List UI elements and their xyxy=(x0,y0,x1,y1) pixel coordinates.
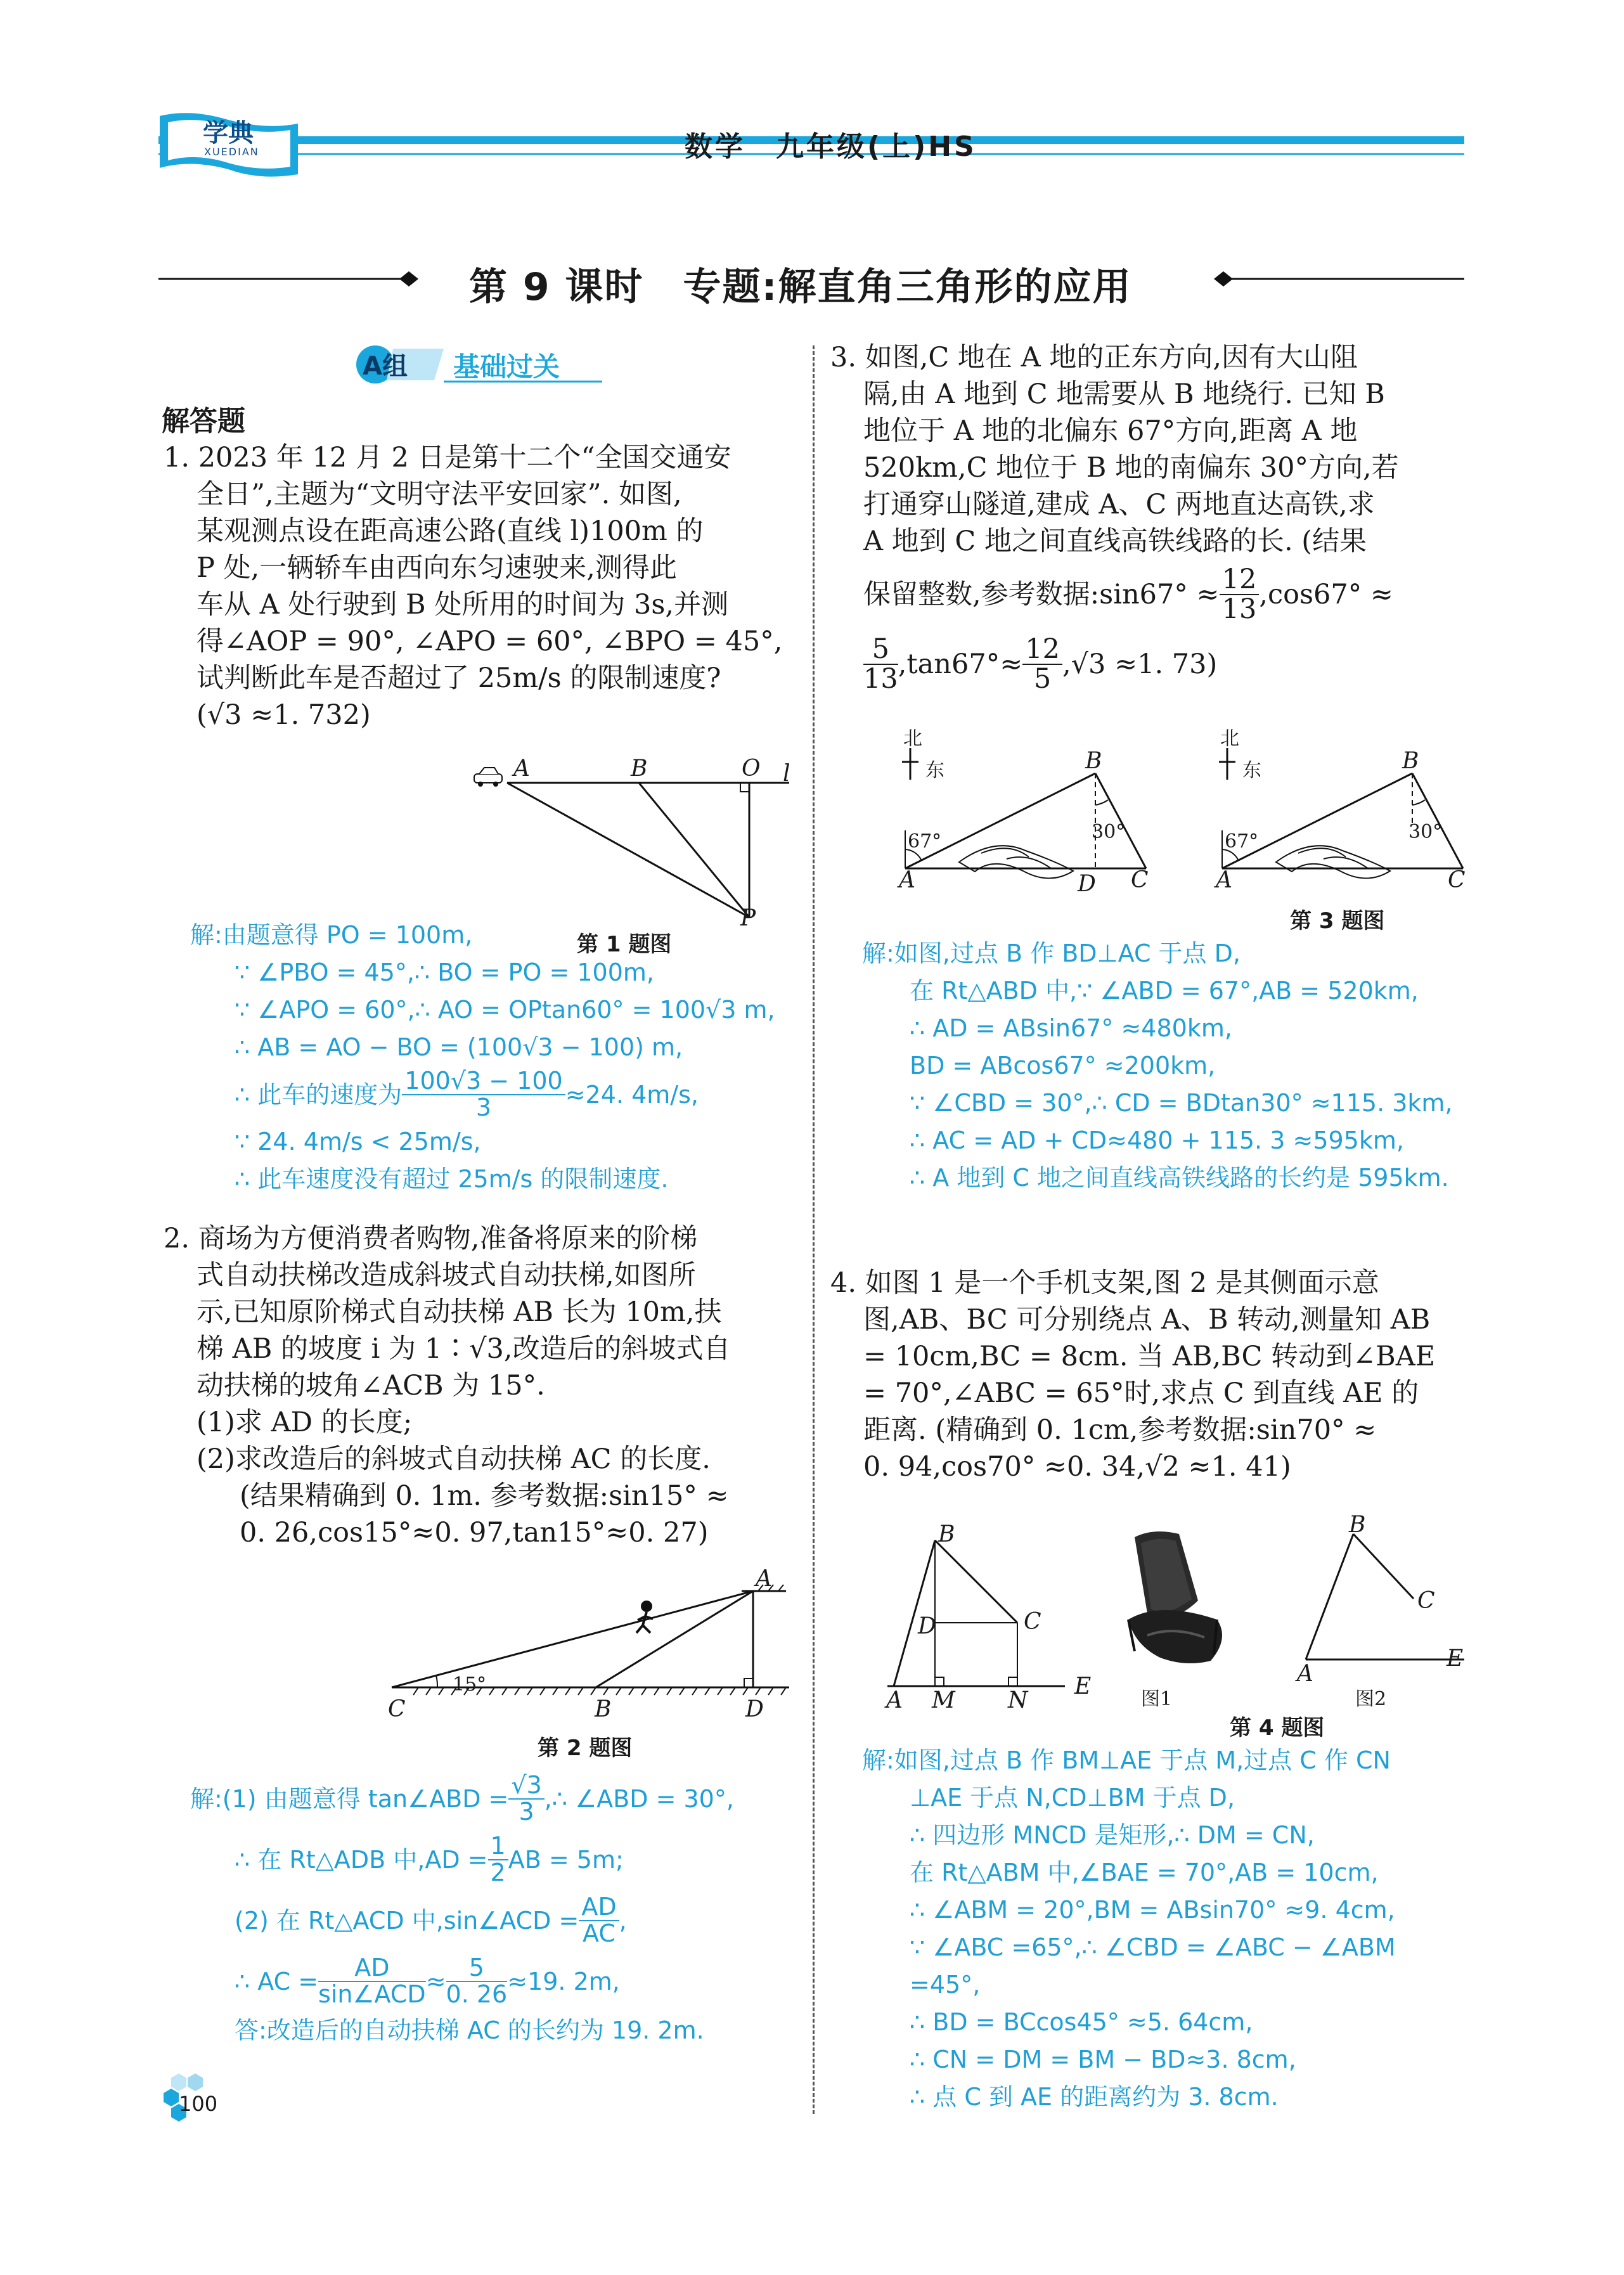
sol1-line: ∵ 24. 4m/s < 25m/s, xyxy=(235,1128,481,1156)
fig4b-label-A: A xyxy=(1297,1661,1313,1687)
q2-line: 2. 商场为方便消费者购物,准备将原来的阶梯 xyxy=(164,1223,698,1254)
fig2-label: 图2 xyxy=(1355,1688,1387,1710)
q1-line: 1. 2023 年 12 月 2 日是第十二个“全国交通安 xyxy=(164,442,731,474)
q3-line: 保留整数,参考数据:sin67° ≈ xyxy=(863,579,1220,610)
figure-2 xyxy=(380,1578,799,1705)
fig2-caption: 第 2 题图 xyxy=(538,1736,633,1761)
fig3b-angle67: 67° xyxy=(1225,830,1259,853)
fig3b-east: 东 xyxy=(1242,759,1261,782)
fig1-label-B: B xyxy=(631,756,648,782)
fig1-label-A: A xyxy=(513,756,530,782)
fig3a-angle67: 67° xyxy=(908,830,942,853)
fig2-label-A: A xyxy=(756,1566,772,1592)
q3-line: 打通穿山隧道,建成 A、C 两地直达高铁,求 xyxy=(863,489,1375,520)
group-label: 基础过关 xyxy=(453,351,560,382)
sol2-line: 解:(1) 由题意得 tan∠ABD = xyxy=(190,1784,509,1813)
sol3-line: ∵ ∠CBD = 30°,∴ CD = BDtan30° ≈115. 3km, xyxy=(910,1089,1453,1117)
column-divider xyxy=(813,345,815,2114)
fig3b-label-C: C xyxy=(1448,867,1466,893)
sol4-line: ∴ 点 C 到 AE 的距离约为 3. 8cm. xyxy=(910,2083,1279,2111)
sol4-line: ⊥AE 于点 N,CD⊥BM 于点 D, xyxy=(910,1784,1235,1812)
q1-line: 试判断此车是否超过了 25m/s 的限制速度? xyxy=(197,662,721,694)
fig1-label-l: l xyxy=(783,761,790,787)
q2-line: 动扶梯的坡角∠ACB 为 15°. xyxy=(197,1370,545,1402)
frac-12-5: $\frac{12}{5}$ xyxy=(1022,635,1062,693)
frac-ad-sin: $\frac{AD}{\text{sin∠ACD}}$ xyxy=(318,1954,426,2008)
fig3a-label-C: C xyxy=(1131,867,1149,893)
fig4-label-N: N xyxy=(1008,1687,1028,1713)
q4-line: 0. 94,cos70° ≈0. 34,√2 ≈1. 41) xyxy=(863,1451,1291,1483)
sol2-line: 答:改造后的自动扶梯 AC 的长约为 19. 2m. xyxy=(235,2016,704,2044)
q1-line: 得∠AOP = 90°, ∠APO = 60°, ∠BPO = 45°, xyxy=(197,626,783,657)
q3-line: ,cos67° ≈ xyxy=(1259,579,1393,610)
q1-line: 车从 A 处行驶到 B 处所用的时间为 3s,并测 xyxy=(197,589,729,621)
sol4-line: 解:如图,过点 B 作 BM⊥AE 于点 M,过点 C 作 CN xyxy=(862,1746,1391,1774)
solution-4 xyxy=(862,1742,1471,2116)
fig4-label-D: D xyxy=(918,1613,936,1639)
q1-line: 某观测点设在距高速公路(直线 l)100m 的 xyxy=(197,515,704,547)
fig4b-label-C: C xyxy=(1417,1588,1435,1614)
fig4-label-E: E xyxy=(1074,1673,1092,1699)
fig3b-angle30: 30° xyxy=(1408,821,1443,843)
sol3-line: BD = ABcos67° ≈200km, xyxy=(910,1052,1216,1079)
q1-line: (√3 ≈1. 732) xyxy=(197,699,371,731)
logo-subtitle: XUEDIAN xyxy=(204,146,259,158)
sol1-line: ∴ 此车的速度为 xyxy=(235,1080,403,1109)
frac-sqrt3-3: $\frac{√3}{3}$ xyxy=(508,1773,544,1825)
fig4b-label-E: E xyxy=(1447,1646,1464,1672)
sol4-line: ∴ ∠ABM = 20°,BM = ABsin70° ≈9. 4cm, xyxy=(910,1896,1395,1924)
group-badge-text: A组 xyxy=(363,352,408,381)
question-2 xyxy=(164,1220,804,1551)
fig3a-label-B: B xyxy=(1085,748,1102,774)
fig1-label: 图1 xyxy=(1141,1688,1173,1710)
fig3b-north: 北 xyxy=(1220,728,1239,750)
page-number: 100 xyxy=(179,2092,218,2116)
q3-line: 3. 如图,C 地在 A 地的正东方向,因有大山阻 xyxy=(830,342,1358,373)
q1-line: P 处,一辆轿车由西向东匀速驶来,测得此 xyxy=(197,552,677,584)
logo: 学典 xyxy=(203,118,254,148)
fig4-label-C: C xyxy=(1024,1609,1041,1635)
q2-line: 0. 26,cos15°≈0. 97,tan15°≈0. 27) xyxy=(240,1517,709,1549)
fig4-label-B: B xyxy=(938,1521,955,1547)
q1-line: 全日”,主题为“文明守法平安回家”. 如图, xyxy=(197,479,682,510)
question-4 xyxy=(830,1265,1471,1485)
frac-12-13: $\frac{12}{13}$ xyxy=(1220,565,1260,624)
fig4-caption: 第 4 题图 xyxy=(1230,1715,1325,1741)
sol3-line: 解:如图,过点 B 作 BD⊥AC 于点 D, xyxy=(862,939,1241,967)
q4-line: 距离. (精确到 0. 1cm,参考数据:sin70° ≈ xyxy=(863,1414,1377,1446)
q3-line: ,√3 ≈1. 73) xyxy=(1062,648,1218,680)
q4-line: = 10cm,BC = 8cm. 当 AB,BC 转动到∠BAE xyxy=(863,1341,1436,1372)
fig3a-label-D: D xyxy=(1078,871,1096,897)
sol2-line: AB = 5m; xyxy=(508,1845,624,1874)
fig1-label-O: O xyxy=(742,756,761,782)
section-heading: 解答题 xyxy=(162,405,245,437)
fig3b-label-A: A xyxy=(1216,867,1232,893)
sol4-line: ∴ BD = BCcos45° ≈5. 64cm, xyxy=(910,2008,1253,2036)
fig4-label-M: M xyxy=(932,1687,955,1713)
sol2-line: , xyxy=(619,1906,627,1935)
sol4-line: ∵ ∠ABC =65°,∴ ∠CBD = ∠ABC − ∠ABM =45°, xyxy=(910,1933,1396,1999)
sol3-line: ∴ AD = ABsin67° ≈480km, xyxy=(910,1014,1232,1042)
figure-4-fig2 xyxy=(1293,1521,1471,1673)
sol2-line: ≈ xyxy=(425,1967,446,1995)
sol3-line: 在 Rt△ABD 中,∵ ∠ABD = 67°,AB = 520km, xyxy=(910,977,1419,1005)
fig3a-north: 北 xyxy=(903,728,922,750)
fig1-caption: 第 1 题图 xyxy=(577,932,672,957)
sol3-line: ∴ A 地到 C 地之间直线高铁线路的长约是 595km. xyxy=(910,1164,1449,1192)
frac-5-13: $\frac{5}{13}$ xyxy=(863,633,898,695)
q3-line: A 地到 C 地之间直线高铁线路的长. (结果 xyxy=(863,525,1367,557)
speed-fraction: $\frac{100√3 - 100}{3}$ xyxy=(402,1069,565,1121)
subject-header: 数学 九年级(上)HS xyxy=(685,131,977,163)
question-3 xyxy=(830,339,1471,699)
sol1-line: ∵ ∠APO = 60°,∴ AO = OPtan60° = 100√3 m, xyxy=(235,996,775,1024)
q3-line: ,tan67°≈ xyxy=(898,648,1023,680)
q2-line: (1)求 AD 的长度; xyxy=(197,1407,413,1438)
q4-line: 图,AB、BC 可分别绕点 A、B 转动,测量知 AB xyxy=(863,1304,1431,1336)
q3-line: 地位于 A 地的北偏东 67°方向,距离 A 地 xyxy=(863,415,1358,447)
q2-line: 梯 AB 的坡度 i 为 1∶√3,改造后的斜坡式自 xyxy=(197,1333,731,1365)
solution-2 xyxy=(190,1769,799,2049)
fig2-label-C: C xyxy=(388,1696,406,1722)
page-title: 第 9 课时 专题:解直角三角形的应用 xyxy=(469,265,1132,309)
fig2-angle: 15° xyxy=(453,1673,487,1696)
q4-line: 4. 如图 1 是一个手机支架,图 2 是其侧面示意 xyxy=(830,1267,1379,1299)
sol2-line: ∴ 在 Rt△ADB 中,AD = xyxy=(235,1845,488,1874)
q3-line: 隔,由 A 地到 C 地需要从 B 地绕行. 已知 B xyxy=(863,378,1385,410)
q2-line: (结果精确到 0. 1m. 参考数据:sin15° ≈ xyxy=(240,1480,729,1512)
q2-line: (2)求改造后的斜坡式自动扶梯 AC 的长度. xyxy=(197,1443,711,1475)
sol3-line: ∴ AC = AD + CD≈480 + 115. 3 ≈595km, xyxy=(910,1126,1404,1154)
fig2-label-D: D xyxy=(745,1696,764,1722)
question-1 xyxy=(164,439,804,733)
figure-4-schematic xyxy=(881,1528,1071,1705)
q2-line: 式自动扶梯改造成斜坡式自动扶梯,如图所 xyxy=(197,1260,696,1291)
solution-1 xyxy=(190,917,799,1198)
sol2-line: ,∴ ∠ABD = 30°, xyxy=(544,1784,734,1813)
sol1-line: ∵ ∠PBO = 45°,∴ BO = PO = 100m, xyxy=(235,958,654,986)
sol1-line: ∴ AB = AO − BO = (100√3 − 100) m, xyxy=(235,1033,683,1061)
fig3a-label-A: A xyxy=(899,867,915,893)
sol1-line: ∴ 此车速度没有超过 25m/s 的限制速度. xyxy=(235,1165,669,1193)
sol4-line: ∴ CN = DM = BM − BD≈3. 8cm, xyxy=(910,2046,1296,2073)
fig1-label-P: P xyxy=(740,905,756,931)
phone-stand-photo xyxy=(1109,1524,1236,1677)
sol2-line: (2) 在 Rt△ACD 中,sin∠ACD = xyxy=(235,1906,579,1935)
sol2-line: ≈19. 2m, xyxy=(507,1967,620,1995)
sol4-line: 在 Rt△ABM 中,∠BAE = 70°,AB = 10cm, xyxy=(910,1859,1379,1886)
sol1-line: 解:由题意得 PO = 100m, xyxy=(190,921,473,949)
frac-half: $\frac{1}{2}$ xyxy=(488,1834,508,1886)
fig3a-angle30: 30° xyxy=(1092,821,1126,843)
fig3a-east: 东 xyxy=(925,759,944,782)
fig3b-label-B: B xyxy=(1402,748,1419,774)
q2-line: 示,已知原阶梯式自动扶梯 AB 长为 10m,扶 xyxy=(197,1296,722,1328)
sol1-line: ≈24. 4m/s, xyxy=(565,1080,699,1109)
sol4-line: ∴ 四边形 MNCD 是矩形,∴ DM = CN, xyxy=(910,1821,1315,1849)
q3-line: 520km,C 地位于 B 地的南偏东 30°方向,若 xyxy=(863,452,1399,484)
fig4-label-A: A xyxy=(886,1687,903,1713)
fig4b-label-B: B xyxy=(1349,1512,1366,1538)
solution-3 xyxy=(862,935,1471,1197)
fig3-caption: 第 3 题图 xyxy=(1290,908,1385,934)
q4-line: = 70°,∠ABC = 65°时,求点 C 到直线 AE 的 xyxy=(863,1377,1419,1409)
frac-ad-ac: $\frac{AD}{AC}$ xyxy=(579,1895,619,1947)
person-icon xyxy=(636,1601,653,1633)
frac-5-026: $\frac{5}{0. 26}$ xyxy=(446,1954,508,2008)
car-icon xyxy=(474,768,502,787)
fig2-label-B: B xyxy=(595,1696,612,1722)
sol2-line: ∴ AC = xyxy=(235,1967,319,1995)
